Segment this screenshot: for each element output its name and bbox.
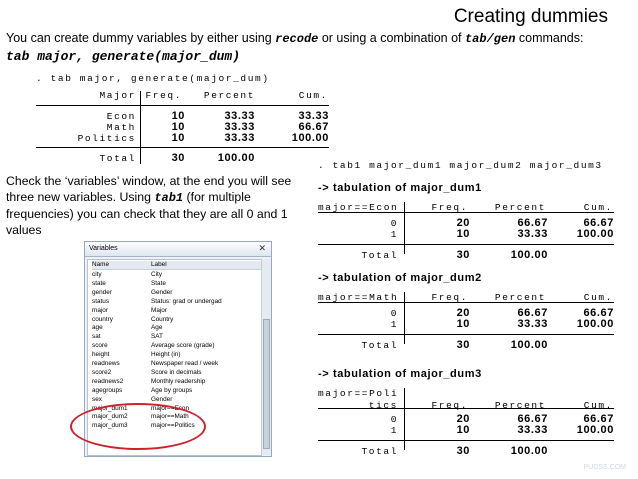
table1-row-percent: 33.33 <box>224 132 255 144</box>
variable-label: major==Math <box>151 413 189 421</box>
tab1-rule <box>318 408 614 409</box>
table1-row-cum: 66.67 <box>298 121 329 133</box>
tab1-header-cum: Cum. <box>583 202 613 213</box>
tab1-total-freq: 30 <box>456 339 470 351</box>
variable-label: Newspaper read / week <box>151 360 219 367</box>
table1-total-percent: 100.00 <box>217 152 255 164</box>
tab1-row-cum: 66.67 <box>583 307 614 319</box>
tab1-total-percent: 100.00 <box>510 249 548 261</box>
tab1-row-cum: 100.00 <box>576 318 614 330</box>
close-icon[interactable]: ✕ <box>258 243 266 253</box>
tab1-row-value: 1 <box>390 229 398 240</box>
tab1-command: . tab1 major_dum1 major_dum2 major_dum3 <box>318 160 603 171</box>
variable-label: Score in decimals <box>151 368 202 376</box>
tab1-total-label: Total <box>361 340 398 351</box>
tab1-var-label: major==Econ <box>318 202 399 213</box>
tab1-row-value: 0 <box>390 308 398 319</box>
variable-label: Average score (grade) <box>151 342 215 350</box>
variable-name: readnews <box>92 360 120 367</box>
variable-name: city <box>92 271 102 278</box>
tab1-row-cum: 100.00 <box>576 424 614 436</box>
variable-label: major==Politics <box>151 422 195 430</box>
table1-row-cum: 100.00 <box>291 132 329 144</box>
variables-window-titlebar <box>85 242 271 257</box>
tab1-header-freq: Freq. <box>431 202 468 213</box>
tab1-header-freq: Freq. <box>431 292 468 303</box>
variable-name: major <box>92 306 108 314</box>
slide-title: Creating dummies <box>453 6 608 27</box>
table1-total-freq: 30 <box>171 152 185 164</box>
variable-name: score <box>92 342 108 350</box>
table1-row-freq: 10 <box>171 132 185 144</box>
tab1-row-value: 0 <box>390 414 398 425</box>
variable-row[interactable] <box>92 360 219 368</box>
intro-text-part: commands: <box>515 31 584 45</box>
tab1-row-value: 1 <box>390 425 398 436</box>
tab1-var-label: major==Math <box>318 292 399 303</box>
tab1-row-percent: 66.67 <box>517 413 548 425</box>
tab1-row-cum: 66.67 <box>583 217 614 229</box>
tab1-row-freq: 10 <box>456 318 470 330</box>
variables-scrollbar[interactable] <box>261 259 271 455</box>
variable-name: country <box>92 315 113 323</box>
tab1-row-percent: 33.33 <box>517 424 548 436</box>
table1-total-label: Total <box>99 153 136 164</box>
variable-label: SAT <box>151 333 163 341</box>
variable-name: state <box>92 279 106 287</box>
tab1-total-percent: 100.00 <box>510 445 548 457</box>
variable-name: major_dum2 <box>92 413 128 421</box>
tab1-total-label: Total <box>361 446 398 457</box>
variable-row[interactable] <box>92 386 193 395</box>
variable-row[interactable] <box>92 377 206 386</box>
variable-row[interactable] <box>92 351 181 359</box>
intro-text-part: or using a combination of <box>318 31 465 45</box>
variable-name: major_dum3 <box>92 422 128 430</box>
tabgen-command: tab/gen <box>464 32 516 46</box>
tabulation-heading: -> tabulation of major_dum1 <box>318 182 482 194</box>
tab1-rule <box>318 244 614 245</box>
table1-row-cum: 33.33 <box>298 110 329 122</box>
tab1-total-label: Total <box>361 250 398 261</box>
tab1-row-cum: 66.67 <box>583 413 614 425</box>
variable-row[interactable] <box>92 395 173 404</box>
tab1-total-freq: 30 <box>456 445 470 457</box>
variable-row[interactable] <box>92 271 163 279</box>
watermark: PUDSS.COM <box>583 464 626 471</box>
variable-row[interactable] <box>92 279 166 288</box>
variable-label: Monthly readership <box>151 377 206 385</box>
variable-label: Age by groups <box>151 386 193 394</box>
tab1-row-percent: 66.67 <box>517 217 548 229</box>
variable-name: sex <box>92 395 102 403</box>
tab1-row-freq: 20 <box>456 217 470 229</box>
table1-row-percent: 33.33 <box>224 110 255 122</box>
tab1-total-freq: 30 <box>456 249 470 261</box>
variable-row[interactable] <box>92 288 173 297</box>
variable-label: State <box>151 279 166 287</box>
table1-row-label: Econ <box>106 111 136 122</box>
tab1-row-freq: 20 <box>456 413 470 425</box>
variable-row[interactable] <box>92 315 174 324</box>
variable-label: Age <box>151 324 163 332</box>
tab1-header-cum: Cum. <box>583 400 613 411</box>
tab1-var-label-cont: tics <box>368 400 398 411</box>
variable-name: height <box>92 351 110 359</box>
variable-row[interactable] <box>92 297 222 306</box>
tab1-row-percent: 33.33 <box>517 318 548 330</box>
variable-name: score2 <box>92 368 112 376</box>
tabulation-heading: -> tabulation of major_dum3 <box>318 368 482 380</box>
column-header-label[interactable]: Label <box>151 261 167 268</box>
table1-row-label: Politics <box>77 133 136 144</box>
intro-text <box>6 30 631 65</box>
variables-list-header <box>92 261 261 270</box>
variable-name: readnews2 <box>92 377 124 385</box>
variable-name: age <box>92 324 103 332</box>
column-header-name[interactable]: Name <box>92 261 110 268</box>
tab1-rule <box>318 302 614 303</box>
tab1-var-label: major==Poli <box>318 388 399 399</box>
tab1-header-percent: Percent <box>494 400 546 411</box>
table1-rule <box>36 147 329 148</box>
tab-major-command: . tab major, generate(major_dum) <box>36 73 270 84</box>
variable-label: Height (in) <box>151 351 181 359</box>
highlight-ellipse <box>70 403 206 450</box>
variable-row[interactable] <box>92 342 215 350</box>
variable-row[interactable] <box>92 368 202 377</box>
variable-label: City <box>151 271 163 278</box>
table1-header-major: Major <box>99 90 136 101</box>
tabulation-heading: -> tabulation of major_dum2 <box>318 272 482 284</box>
variable-name: gender <box>92 288 112 296</box>
intro-text-part: You can create dummy variables by either using <box>6 31 276 45</box>
table1-header-percent: Percent <box>203 90 255 101</box>
explanation-text: Check the ‘variables’ window, at the end you will see three new variables. Using <box>6 174 292 204</box>
tab1-row-freq: 10 <box>456 228 470 240</box>
variable-label: Status: grad or undergad <box>151 297 222 305</box>
variable-name: major_dum1 <box>92 404 128 412</box>
tab1-header-percent: Percent <box>494 292 546 303</box>
tab1-header-cum: Cum. <box>583 292 613 303</box>
variable-label: Gender <box>151 395 173 403</box>
variable-row[interactable] <box>92 324 163 332</box>
variable-label: Country <box>151 315 174 323</box>
explanation-paragraph <box>6 173 306 238</box>
tab1-header-freq: Freq. <box>431 400 468 411</box>
variable-label: Major <box>151 306 167 314</box>
tab1-row-value: 1 <box>390 319 398 330</box>
tab1-rule <box>318 334 614 335</box>
tab1-row-value: 0 <box>390 218 398 229</box>
variable-row[interactable] <box>92 333 163 341</box>
tab1-rule <box>318 440 614 441</box>
tab1-row-percent: 66.67 <box>517 307 548 319</box>
tab1-total-percent: 100.00 <box>510 339 548 351</box>
tab1-row-cum: 100.00 <box>576 228 614 240</box>
table1-header-cum: Cum. <box>298 90 328 101</box>
variable-row[interactable] <box>92 306 167 315</box>
tab1-row-freq: 20 <box>456 307 470 319</box>
variable-name: sat <box>92 333 101 341</box>
variables-window-title: Variables <box>89 245 118 252</box>
table1-header-freq: Freq. <box>145 90 182 101</box>
variable-name: status <box>92 297 110 305</box>
variable-label: major==Econ <box>151 404 190 412</box>
tab1-command-word: tab1 <box>154 191 184 205</box>
table1-row-freq: 10 <box>171 110 185 122</box>
tab1-header-percent: Percent <box>494 202 546 213</box>
variable-name: agegroups <box>92 386 123 394</box>
tab1-rule <box>318 212 614 213</box>
explanation-text: (for multiple frequencies) you can check that they are all 0 and 1 values <box>6 190 288 237</box>
tab1-row-percent: 33.33 <box>517 228 548 240</box>
variable-label: Gender <box>151 288 173 296</box>
table1-rule <box>36 105 329 106</box>
recode-command: recode <box>275 32 319 46</box>
table1-row-freq: 10 <box>171 121 185 133</box>
generate-command: tab major, generate(major_dum) <box>6 49 241 64</box>
tab1-row-freq: 10 <box>456 424 470 436</box>
scrollbar-thumb[interactable] <box>263 319 270 449</box>
table1-row-percent: 33.33 <box>224 121 255 133</box>
table1-row-label: Math <box>106 122 136 133</box>
